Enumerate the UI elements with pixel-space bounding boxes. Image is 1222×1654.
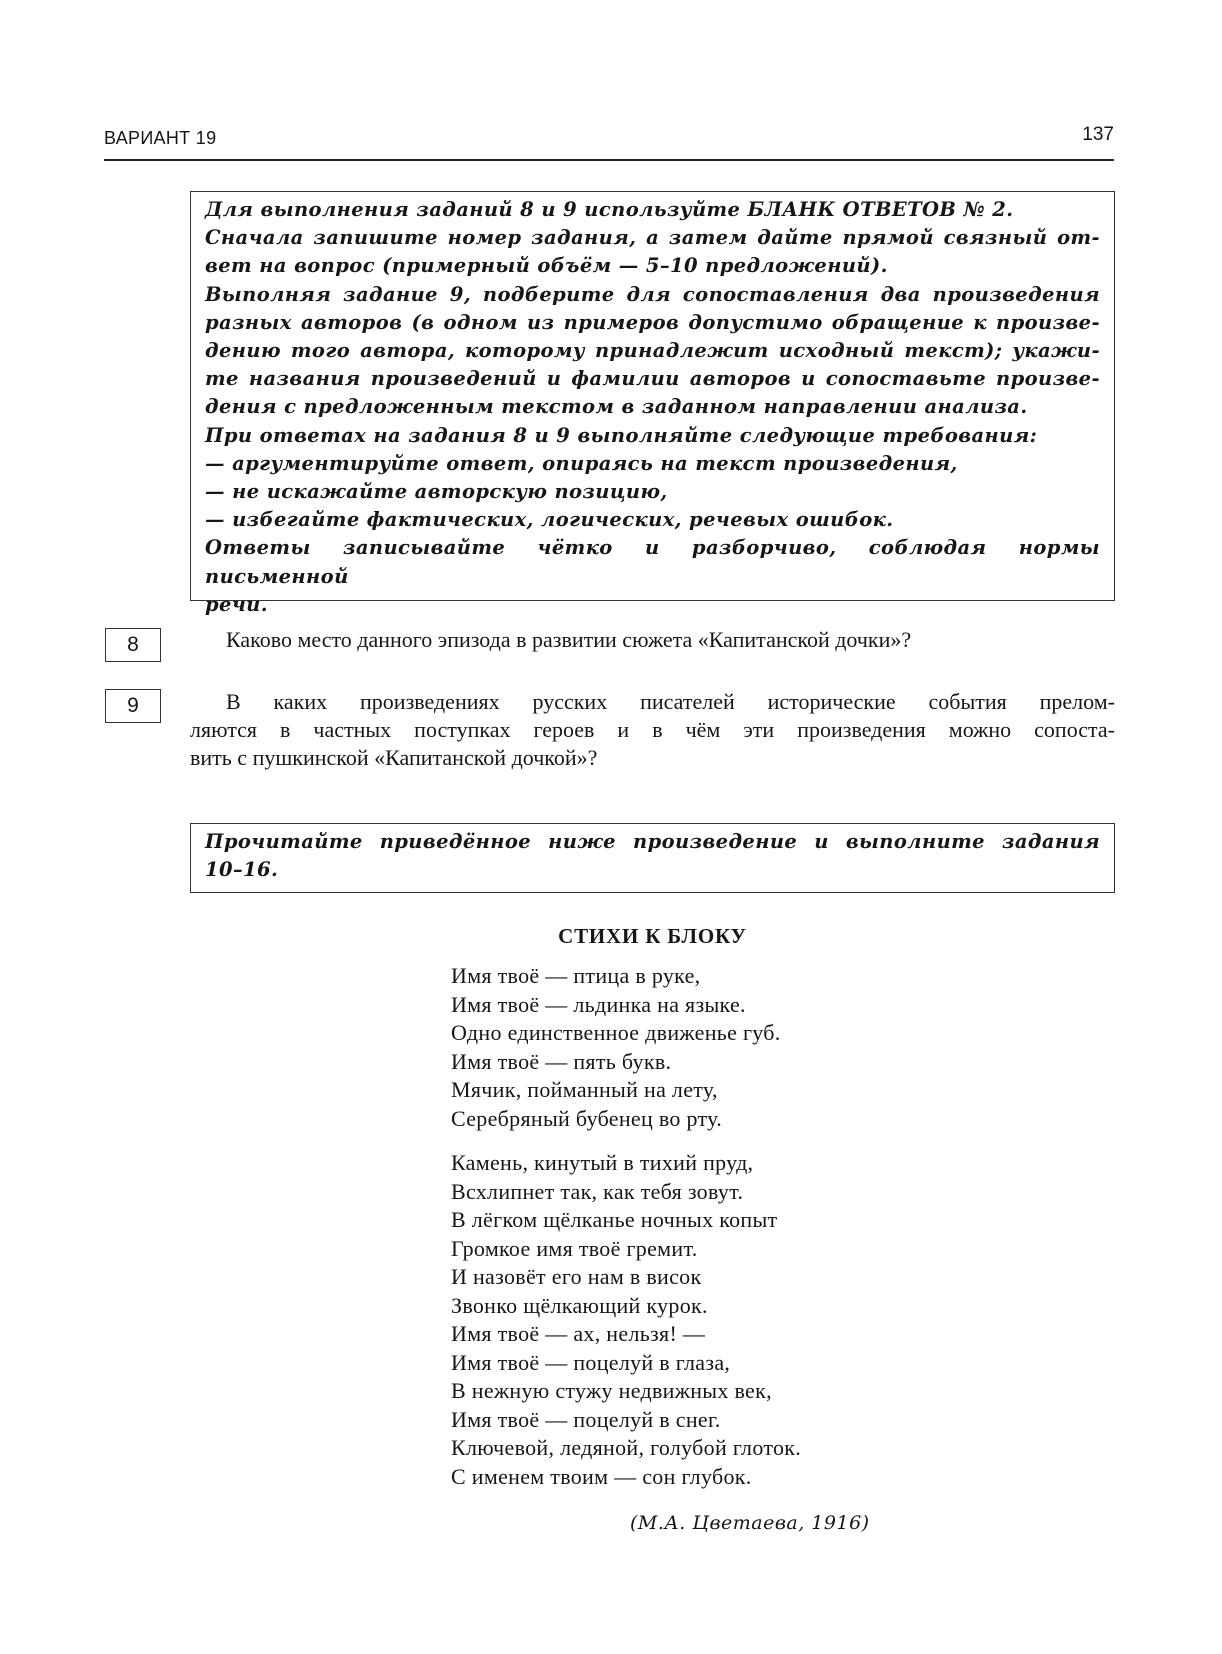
poem-stanza-1 — [451, 962, 1011, 1133]
instruction-line: При ответах на задания 8 и 9 выполняйте следующие требования: — [205, 423, 1038, 447]
poem-line: В лёгком щёлканье ночных копыт — [451, 1207, 778, 1232]
poem-line: Громкое имя твоё гремит. — [451, 1235, 698, 1261]
poem-line: И назовёт его нам в висок — [451, 1264, 702, 1289]
task-number-box: 9 — [105, 689, 161, 723]
poem-line: Ключевой, ледяной, голубой глоток. — [451, 1435, 802, 1460]
instruction-line: — аргументируйте ответ, опираясь на текст произведения, — [205, 451, 958, 475]
instruction-line: вет на вопрос (примерный объём — 5–10 предложений). — [205, 254, 888, 278]
task-line: В каких произведениях русских писателей исторические события прелом- — [226, 689, 1115, 714]
poem-line: Камень, кинутый в тихий пруд, — [451, 1150, 754, 1175]
task-line: ляются в частных поступках героев и в чём эти произведения можно сопоста- — [190, 717, 1115, 742]
instruction-line: Ответы записывайте чётко и разборчиво, соблюдая нормы письменной — [205, 536, 1100, 588]
header-rule — [104, 159, 1114, 161]
instruction-line: 10–16. — [205, 858, 279, 882]
instruction-box-tasks-10-16 — [190, 823, 1115, 893]
poem-line: Всхлипнет так, как тебя зовут. — [451, 1178, 744, 1204]
instruction-line: Выполняя задание 9, подберите для сопоставления два произведения — [205, 282, 1100, 306]
task-line: вить с пушкинской «Капитанской дочкой»? — [190, 745, 598, 770]
poem-line: Имя твоё — ах, нельзя! — — [451, 1321, 706, 1346]
task-line: Каково место данного эпизода в развитии сюжета «Капитанской дочки»? — [226, 627, 912, 652]
instruction-line: Прочитайте приведённое ниже произведение и выполните задания — [205, 830, 1100, 853]
instruction-box-tasks-8-9 — [190, 191, 1115, 616]
task-8-question — [190, 626, 1115, 654]
task-number-box: 8 — [105, 628, 161, 662]
instruction-line: дения с предложенным текстом в заданном направлении анализа. — [205, 395, 1028, 419]
variant-label: ВАРИАНТ 19 — [104, 128, 217, 148]
poem-line: В нежную стужу недвижных век, — [451, 1378, 772, 1403]
poem-line: Звонко щёлкающий курок. — [451, 1292, 708, 1318]
poem-line: Мячик, пойманный на лету, — [451, 1077, 718, 1102]
instruction-line: Сначала запишите номер задания, а затем дайте прямой связный от- — [205, 226, 1100, 250]
instruction-line: — избегайте фактических, логических, речевых ошибок. — [205, 508, 894, 532]
instruction-line: те названия произведений и фамилии авторов и сопоставьте произве- — [205, 367, 1100, 391]
poem-stanza-2 — [451, 1149, 1011, 1320]
instruction-line: Для выполнения заданий 8 и 9 используйте БЛАНК ОТВЕТОВ № 2. — [205, 198, 1014, 221]
poem-line: Имя твоё — пять букв. — [451, 1048, 672, 1074]
task-9-question — [190, 688, 1115, 772]
poem-title: СТИХИ К БЛОКУ — [558, 924, 747, 948]
poem-line: Имя твоё — поцелуй в глаза, — [451, 1349, 731, 1375]
instruction-line: дению того автора, которому принадлежит исходный текст); укажи- — [205, 339, 1100, 363]
poem-line: С именем твоим — сон глубок. — [451, 1463, 752, 1489]
poem-attribution: (М.А. Цветаева, 1916) — [630, 1512, 870, 1534]
instruction-line: разных авторов (в одном из примеров допустимо обращение к произве- — [205, 310, 1100, 334]
poem-line: Одно единственное движенье губ. — [451, 1020, 781, 1045]
instruction-line: речи. — [205, 592, 268, 616]
page-number: 137 — [1082, 124, 1114, 145]
instruction-line: — не искажайте авторскую позицию, — [205, 480, 668, 504]
poem-stanza-3 — [451, 1320, 1011, 1491]
poem-line: Серебряный бубенец во рту. — [451, 1105, 723, 1131]
poem-line: Имя твоё — поцелуй в снег. — [451, 1406, 721, 1432]
poem-line: Имя твоё — льдинка на языке. — [451, 991, 746, 1017]
running-header — [104, 124, 1114, 164]
poem-line: Имя твоё — птица в руке, — [451, 963, 701, 988]
